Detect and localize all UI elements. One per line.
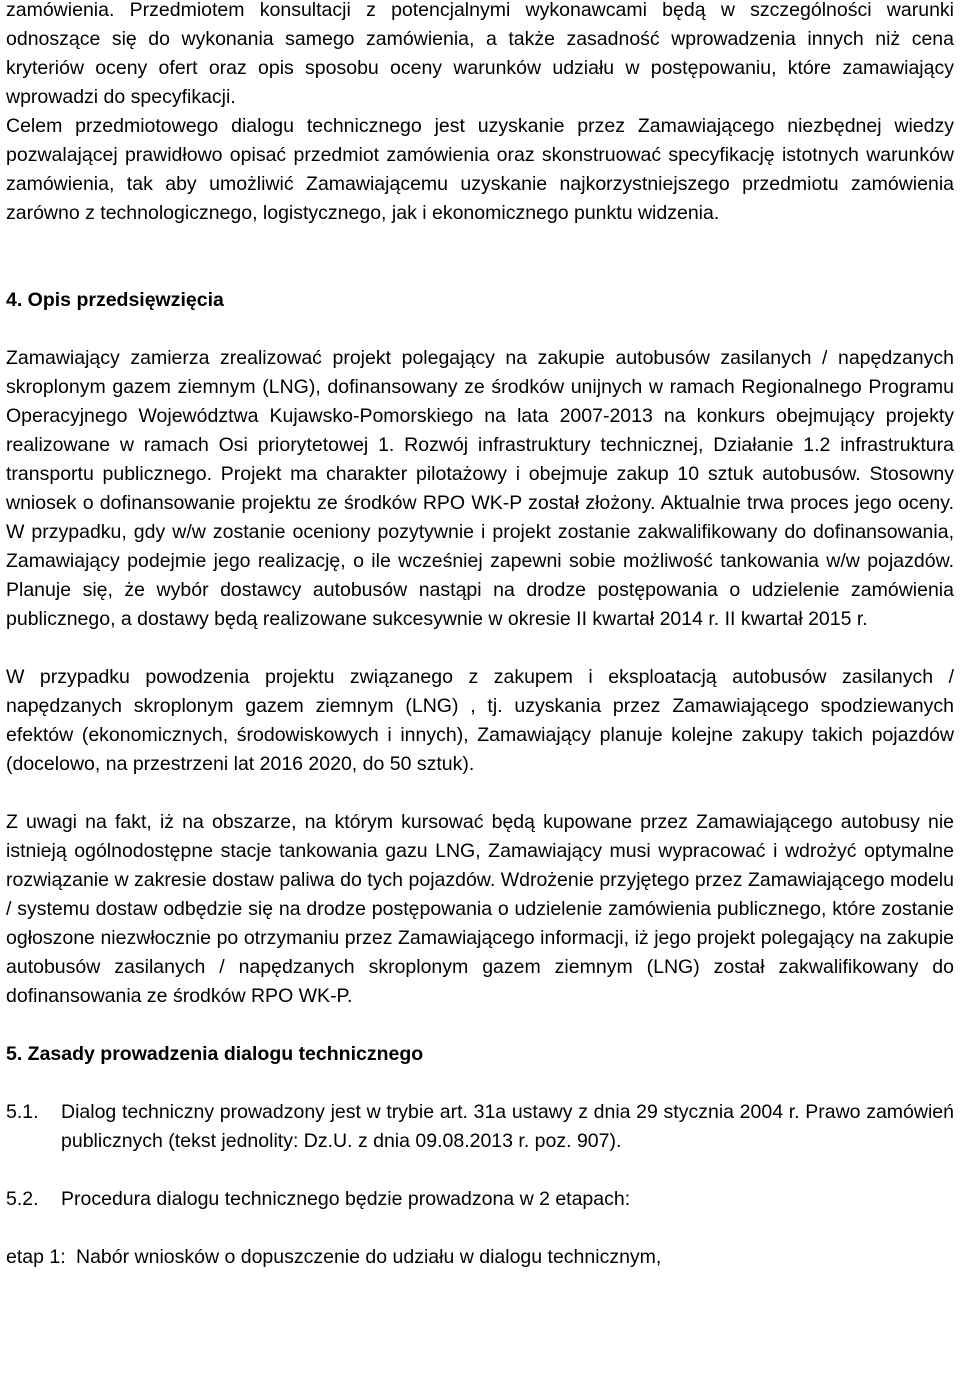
list-item-number: 5.2. — [6, 1188, 39, 1210]
list-item-5-2 — [6, 1185, 954, 1214]
etap-1 — [6, 1243, 954, 1272]
section-5-heading: 5. Zasady prowadzenia dialogu technicznego — [6, 1043, 424, 1065]
section-4-paragraph-2: W przypadku powodzenia projektu związanego z zakupem i eksploatacją autobusów zasilanych / napędzanych skroplonym gazem ziemnym (LNG) , tj. uzyskania przez Zamawiającego spodziewanych efektów (ekonomicznych, środowiskowych i innych), Zamawiający planuje kolejne zakupy takich pojazdów (docelowo, na przestrzeni lat 2016 2020, do 50 sztuk). — [6, 666, 954, 775]
etap-label: etap 1: — [6, 1246, 66, 1268]
section-4-paragraph-3: Z uwagi na fakt, iż na obszarze, na którym kursować będą kupowane przez Zamawiającego autobusy nie istnieją ogólnodostępne stacje tankowania gazu LNG, Zamawiający musi wypracować i wdrożyć optymalne rozwiązanie w zakresie dostaw paliwa do tych pojazdów. Wdrożenie przyjętego przez Zamawiającego modelu / systemu dostaw odbędzie się na drodze postępowania o udzielenie zamówienia publicznego, które zostanie ogłoszone niezwłocznie po otrzymaniu przez Zamawiającego informacji, iż jego projekt polegający na zakupie autobusów zasilanych / napędzanych skroplonym gazem ziemnym (LNG) został zakwalifikowany do dofinansowania ze środków RPO WK-P. — [6, 811, 954, 1007]
list-item-5-1 — [6, 1098, 954, 1156]
etap-text: Nabór wniosków o dopuszczenie do udziału w dialogu technicznym, — [76, 1246, 662, 1268]
section-4-paragraph-1: Zamawiający zamierza zrealizować projekt polegający na zakupie autobusów zasilanych / napędzanych skroplonym gazem ziemnym (LNG), dofinansowany ze środków unijnych w ramach Regionalnego Programu Operacyjnego Województwa Kujawsko-Pomorskiego na lata 2007-2013 na konkurs obejmujący projekty realizowane w ramach Osi priorytetowej 1. Rozwój infrastruktury technicznej, Działanie 1.2 infrastruktura transportu publicznego. Projekt ma charakter pilotażowy i obejmuje zakup 10 sztuk autobusów. Stosowny wniosek o dofinansowanie projektu ze środków RPO WK-P został złożony. Aktualnie trwa proces jego oceny. W przypadku, gdy w/w zostanie oceniony pozytywnie i projekt zostanie zakwalifikowany do dofinansowania, Zamawiający podejmie jego realizację, o ile wcześniej zapewni sobie możliwość tankowania w/w pojazdów. Planuje się, że wybór dostawcy autobusów nastąpi na drodze postępowania o udzielenie zamówienia publicznego, a dostawy będą realizowane sukcesywnie w okresie II kwartał 2014 r. II kwartał 2015 r. — [6, 347, 954, 630]
document-page — [6, 0, 954, 1272]
list-item-text: Dialog techniczny prowadzony jest w trybie art. 31a ustawy z dnia 29 stycznia 2004 r. Prawo zamówień publicznych (tekst jednolity: Dz.U. z dnia 09.08.2013 r. poz. 907). — [61, 1101, 954, 1152]
list-item-text: Procedura dialogu technicznego będzie prowadzona w 2 etapach: — [61, 1188, 631, 1210]
lead-paragraph-1: zamówienia. Przedmiotem konsultacji z potencjalnymi wykonawcami będą w szczególności warunki odnoszące się do wykonania samego zamówienia, a także zasadność wprowadzenia innych niż cena kryteriów oceny ofert oraz opis sposobu oceny warunków udziału w postępowaniu, które zamawiający wprowadzi do specyfikacji. — [6, 0, 954, 108]
list-item-number: 5.1. — [6, 1101, 39, 1123]
section-4-heading: 4. Opis przedsięwzięcia — [6, 289, 224, 311]
lead-paragraph-2: Celem przedmiotowego dialogu technicznego jest uzyskanie przez Zamawiającego niezbędnej wiedzy pozwalającej prawidłowo opisać przedmiot zamówienia oraz skonstruować specyfikację istotnych warunków zamówienia, tak aby umożliwić Zamawiającemu uzyskanie najkorzystniejszego przedmiotu zamówienia zarówno z technologicznego, logistycznego, jak i ekonomicznego punktu widzenia. — [6, 115, 954, 224]
